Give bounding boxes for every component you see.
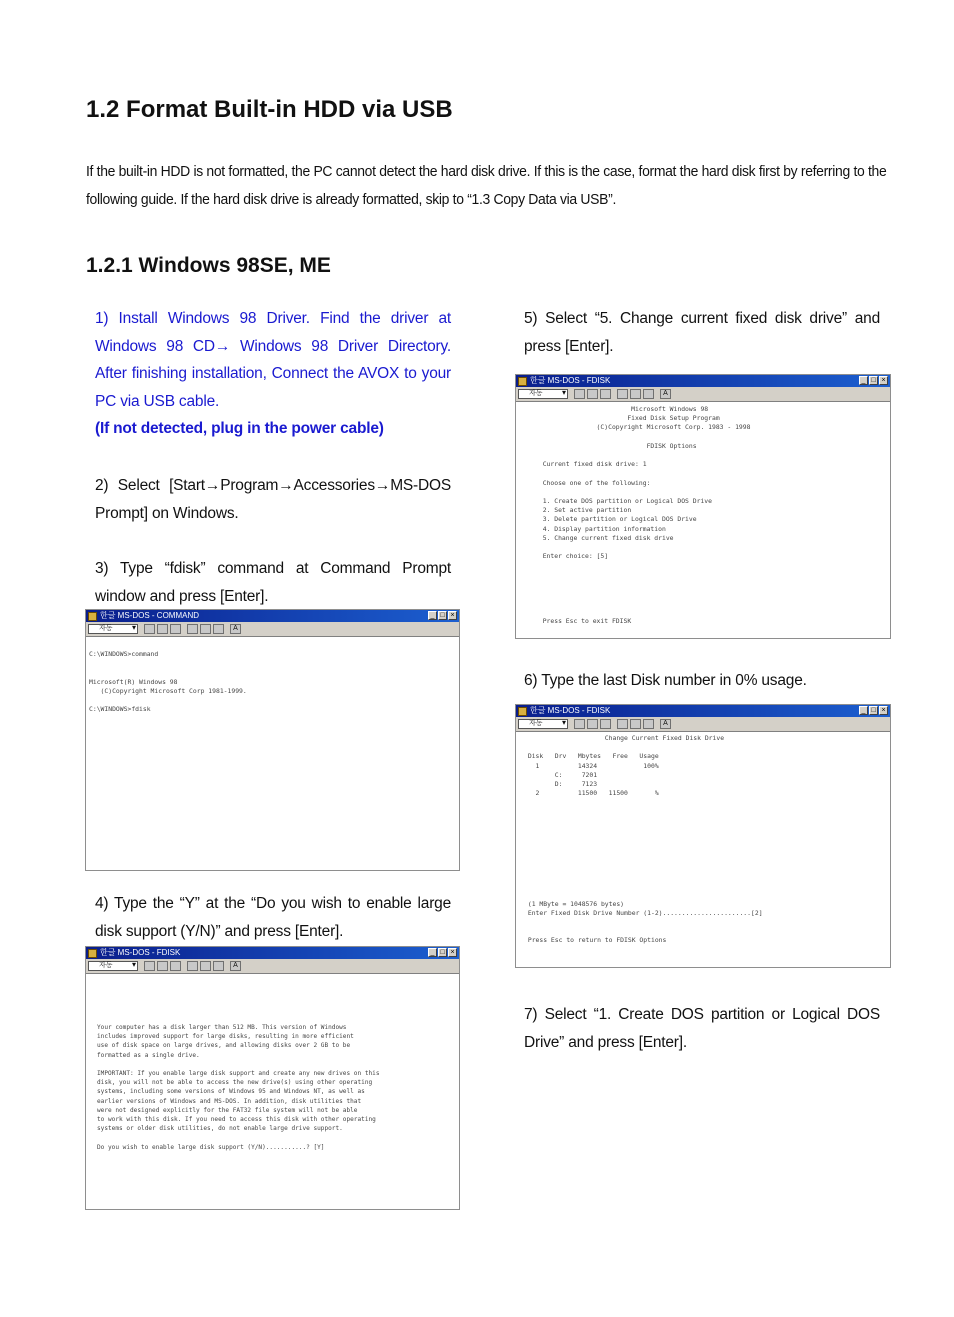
page-heading: 1.2 Format Built-in HDD via USB	[86, 96, 453, 123]
msdos-icon	[518, 377, 527, 386]
window-title: 한글 MS-DOS - FDISK	[530, 376, 611, 385]
minimize-button[interactable]: _	[428, 948, 437, 957]
console-text: C:\WINDOWS>command Microsoft(R) Windows 98 (C)Copyright Microsoft Corp 1981-1999. C:\WINDOWS>fdisk	[89, 650, 247, 714]
maximize-button[interactable]: □	[438, 611, 447, 620]
window-toolbar	[516, 717, 890, 732]
font-icon[interactable]: A	[660, 719, 671, 729]
close-button[interactable]: ×	[448, 948, 457, 957]
mark-icon[interactable]	[574, 389, 585, 399]
minimize-button[interactable]: _	[859, 376, 868, 385]
fullscreen-icon[interactable]	[617, 389, 628, 399]
maximize-button[interactable]: □	[869, 706, 878, 715]
minimize-button[interactable]: _	[859, 706, 868, 715]
paste-icon[interactable]	[600, 389, 611, 399]
window-titlebar	[516, 375, 890, 387]
step-1-note: (If not detected, plug in the power cable)	[95, 420, 384, 437]
copy-icon[interactable]	[587, 389, 598, 399]
maximize-button[interactable]: □	[438, 948, 447, 957]
background-icon[interactable]	[213, 961, 224, 971]
step-4: 4) Type the “Y” at the “Do you wish to enable large disk support (Y/N)” and press [Enter].	[95, 895, 451, 940]
paste-icon[interactable]	[170, 961, 181, 971]
step-5: 5) Select “5. Change current fixed disk drive” and press [Enter].	[524, 310, 880, 355]
minimize-button[interactable]: _	[428, 611, 437, 620]
background-icon[interactable]	[643, 389, 654, 399]
window-toolbar	[516, 387, 890, 402]
intro-paragraph: If the built-in HDD is not formatted, the PC cannot detect the hard disk drive. If this is the case, format the hard disk first by referring to the following guide. If the hard disk drive is already formatted, skip to “1.3 Copy Data via USB”.	[86, 163, 887, 208]
step-1	[95, 305, 451, 443]
copy-icon[interactable]	[587, 719, 598, 729]
properties-icon[interactable]	[630, 719, 641, 729]
window-toolbar	[86, 622, 459, 637]
fullscreen-icon[interactable]	[187, 624, 198, 634]
font-icon[interactable]: A	[230, 624, 241, 634]
msdos-icon	[88, 949, 97, 958]
window-titlebar	[86, 610, 459, 622]
close-button[interactable]: ×	[879, 376, 888, 385]
copy-icon[interactable]	[157, 624, 168, 634]
font-size-combo[interactable]: 자동 ▾	[518, 719, 568, 729]
console-screen[interactable]	[86, 975, 459, 1209]
console-text: Your computer has a disk larger than 512 MB. This version of Windows includes improved support for large disks, resulting in more efficient use of disk space on large drives, and allowing disks over 2 GB to be formatted as a single drive. IMPORTANT: If you enable large disk support and create any new drives on this disk, you will not be able to access the new drive(s) using other operating systems, including some versions of Windows 95 and Windows NT, as well as earlier versions of Windows and MS-DOS. In addition, disk utilities that were not designed explicitly for the FAT32 file system will not be able to work with this disk. If you need to access this disk with other operating systems or older disk utilities, do not enable large drive support. Do you wish to enable large disk support (Y/N)...........? [Y]	[97, 1024, 380, 1151]
maximize-button[interactable]: □	[869, 376, 878, 385]
step-7: 7) Select “1. Create DOS partition or Logical DOS Drive” and press [Enter].	[524, 1006, 880, 1051]
console-text: Microsoft Windows 98 Fixed Disk Setup Program (C)Copyright Microsoft Corp. 1983 - 1998 FDISK Options Current fixed disk drive: 1 Choose one of the following: 1. Create DOS partition or Logical DOS Drive 2. Set active partition 3. Delete partition or Logical DOS Drive 4. Display partition information 5. Change current fixed disk drive Enter choice: [5] Press Esc to exit FDISK	[542, 405, 751, 625]
step-2: 2) Select [Start→Program→Accessories→MS-DOS Prompt] on Windows.	[95, 477, 451, 522]
mark-icon[interactable]	[144, 624, 155, 634]
font-size-combo[interactable]: 자동 ▾	[88, 961, 138, 971]
font-icon[interactable]: A	[660, 389, 671, 399]
console-screen[interactable]	[516, 733, 890, 967]
section-heading: 1.2.1 Windows 98SE, ME	[86, 254, 331, 277]
paste-icon[interactable]	[600, 719, 611, 729]
close-button[interactable]: ×	[879, 706, 888, 715]
console-text: Change Current Fixed Disk Drive Disk Drv Mbytes Free Usage 1 14324 100% C: 7201 D: 7123 2 11500 11500 % (1 MByte = 1048576 bytes) Enter Fixed Disk Drive Number (1-2).......................[2] Press Esc to return to FDISK Options	[527, 734, 763, 945]
window-toolbar	[86, 959, 459, 974]
font-icon[interactable]: A	[230, 961, 241, 971]
window-titlebar	[86, 947, 459, 959]
mark-icon[interactable]	[574, 719, 585, 729]
close-button[interactable]: ×	[448, 611, 457, 620]
mark-icon[interactable]	[144, 961, 155, 971]
dos-window-command	[85, 609, 460, 871]
dos-window-fdisk-options	[515, 374, 891, 639]
window-title: 한글 MS-DOS - FDISK	[530, 706, 611, 715]
window-titlebar	[516, 705, 890, 717]
step-1-text: 1) Install Windows 98 Driver. Find the driver at Windows 98 CD→ Windows 98 Driver Directory. After finishing installation, Connect the AVOX to your PC via USB cable.	[95, 310, 451, 410]
window-title: 한글 MS-DOS - FDISK	[100, 948, 181, 957]
msdos-icon	[518, 707, 527, 716]
step-6: 6) Type the last Disk number in 0% usage.	[524, 672, 807, 689]
console-screen[interactable]	[86, 638, 459, 870]
window-title: 한글 MS-DOS - COMMAND	[100, 611, 200, 620]
font-size-combo[interactable]: 자동 ▾	[88, 624, 138, 634]
step-3: 3) Type “fdisk” command at Command Prompt window and press [Enter].	[95, 560, 451, 605]
console-screen[interactable]	[516, 403, 890, 638]
copy-icon[interactable]	[157, 961, 168, 971]
font-size-combo[interactable]: 자동 ▾	[518, 389, 568, 399]
msdos-icon	[88, 612, 97, 621]
properties-icon[interactable]	[630, 389, 641, 399]
paste-icon[interactable]	[170, 624, 181, 634]
dos-window-fdisk-large-disk	[85, 946, 460, 1210]
fullscreen-icon[interactable]	[617, 719, 628, 729]
background-icon[interactable]	[213, 624, 224, 634]
dos-window-fdisk-change-drive	[515, 704, 891, 968]
properties-icon[interactable]	[200, 961, 211, 971]
fullscreen-icon[interactable]	[187, 961, 198, 971]
background-icon[interactable]	[643, 719, 654, 729]
properties-icon[interactable]	[200, 624, 211, 634]
